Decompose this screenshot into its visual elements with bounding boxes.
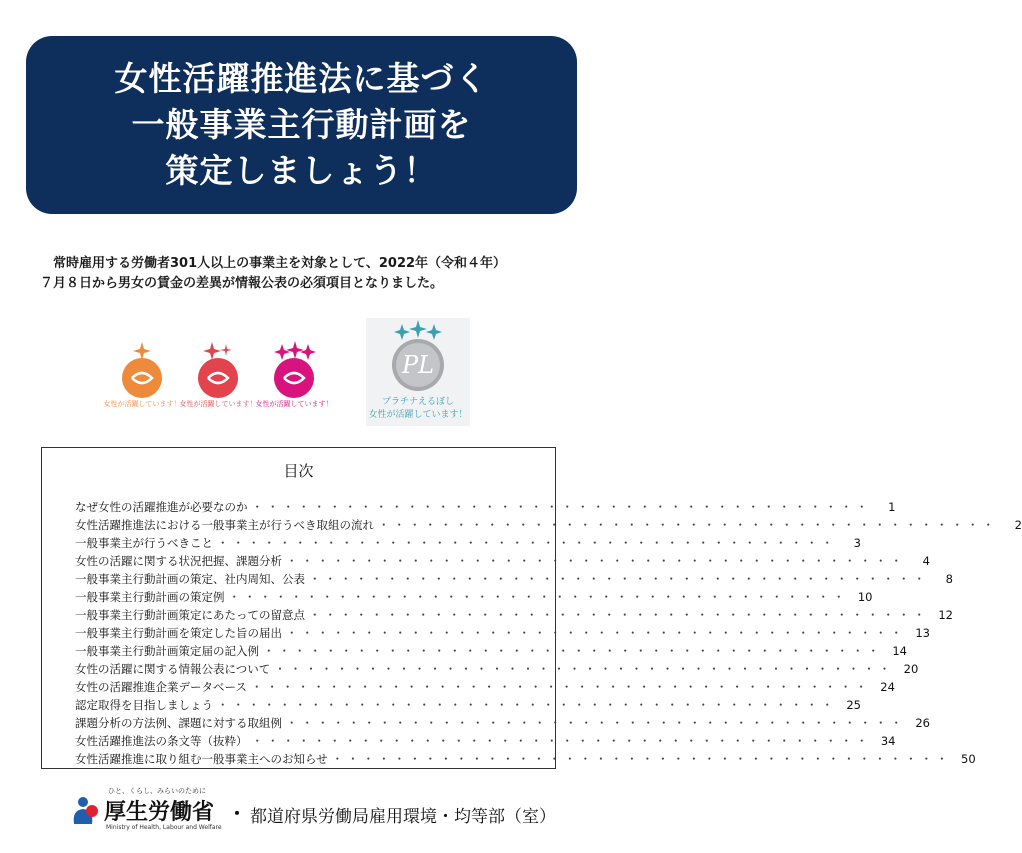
toc-item [75, 553, 930, 571]
intro-line-2: ７月８日から男女の賃金の差異が情報公表の必須項目となりました。 [40, 276, 444, 291]
toc-item [75, 679, 895, 697]
toc-leader-dots: ・・・・・・・・・・・・・・・・・・・・・・・・・・・・・・・・・・・・・・・・ [228, 590, 849, 604]
sparkle-icon [274, 341, 316, 360]
toc-item [75, 661, 919, 679]
toc-leader-dots: ・・・・・・・・・・・・・・・・・・・・・・・・・・・・・・・・・・・・・・・・ [251, 734, 872, 748]
toc-item [75, 715, 930, 733]
toc-item-page: 25 [846, 698, 861, 712]
platinum-eruboshi-badge [366, 318, 470, 426]
toc-leader-dots: ・・・・・・・・・・・・・・・・・・・・・・・・・・・・・・・・・・・・・・・・ [286, 554, 906, 568]
footer [70, 786, 570, 836]
toc-item-label: 認定取得を目指しましょう [75, 698, 213, 712]
toc-item-label: 女性活躍推進に取り組む一般事業主へのお知らせ [75, 752, 328, 766]
toc-item-label: 女性の活躍に関する情報公表について [75, 662, 271, 676]
svg-text:PL: PL [401, 351, 435, 379]
table-of-contents [41, 447, 1022, 769]
toc-item [75, 589, 873, 607]
toc-item-page: 3 [853, 536, 861, 550]
toc-leader-dots: ・・・・・・・・・・・・・・・・・・・・・・・・・・・・・・・・・・・・・・・・ [286, 626, 906, 640]
toc-heading: 目次 [283, 462, 314, 480]
toc-item-label: 一般事業主が行うべきこと [75, 536, 213, 550]
toc-item [75, 607, 953, 625]
toc-leader-dots: ・・・・・・・・・・・・・・・・・・・・・・・・・・・・・・・・・・・・・・・・ [331, 752, 952, 766]
department-name: 都道府県労働局雇用環境・均等部（室） [250, 807, 556, 827]
toc-item-page: 12 [938, 608, 953, 622]
toc-item-label: 一般事業主行動計画策定にあたっての留意点 [75, 608, 305, 622]
toc-item-page: 50 [961, 752, 976, 766]
badge-label: 女性が活躍しています！ [255, 400, 333, 408]
toc-item-page: 34 [880, 734, 896, 748]
ministry-tagline: ひと、くらし、みらいのために [108, 787, 206, 795]
toc-item-page: 4 [922, 554, 930, 568]
sparkle-icon [133, 342, 151, 360]
toc-leader-dots: ・・・・・・・・・・・・・・・・・・・・・・・・・・・・・・・・・・・・・・・・ [263, 644, 883, 658]
badge-label: 女性が活躍しています！ [179, 400, 257, 408]
toc-item [75, 733, 896, 751]
toc-item [75, 499, 896, 517]
title-banner [26, 36, 577, 214]
toc-item-label: 課題分析の方法例、課題に対する取組例 [75, 716, 282, 730]
toc-item [75, 751, 976, 769]
toc-item-label: 女性活躍推進法における一般事業主が行うべき取組の流れ [75, 518, 374, 532]
toc-leader-dots: ・・・・・・・・・・・・・・・・・・・・・・・・・・・・・・・・・・・・・・・・ [217, 536, 837, 550]
eruboshi-badge-2 [179, 340, 257, 410]
toc-item-label: 女性の活躍に関する状況把握、課題分析 [75, 554, 282, 568]
toc-item [75, 625, 930, 643]
sparkle-icon [203, 342, 232, 360]
toc-item-page: 10 [857, 590, 873, 604]
title-line-2: 一般事業主行動計画を [131, 105, 472, 144]
toc-item [75, 697, 861, 715]
toc-leader-dots: ・・・・・・・・・・・・・・・・・・・・・・・・・・・・・・・・・・・・・・・・ [378, 518, 998, 532]
ministry-name-en: Ministry of Health, Labour and Welfare [106, 824, 222, 831]
toc-leader-dots: ・・・・・・・・・・・・・・・・・・・・・・・・・・・・・・・・・・・・・・・・ [250, 680, 871, 694]
toc-item [75, 571, 953, 589]
toc-leader-dots: ・・・・・・・・・・・・・・・・・・・・・・・・・・・・・・・・・・・・・・・・ [274, 662, 895, 676]
toc-item-page: 14 [892, 644, 907, 658]
toc-item-label: 女性の活躍推進企業データベース [75, 680, 247, 694]
toc-item [75, 517, 1022, 535]
toc-item-page: 1 [888, 500, 896, 514]
footer-separator: ・ [228, 804, 246, 825]
platinum-label-top: プラチナえるぼし [381, 397, 455, 407]
toc-list [75, 499, 1022, 769]
badge-circle [122, 358, 162, 398]
ministry-name: 厚生労働省 [104, 800, 215, 825]
badge-label: 女性が活躍しています！ [103, 400, 181, 408]
toc-item [75, 535, 861, 553]
title-line-1: 女性活躍推進法に基づく [114, 59, 489, 98]
toc-item-label: 一般事業主行動計画の策定、社内周知、公表 [75, 572, 305, 586]
toc-item-label: 一般事業主行動計画の策定例 [75, 590, 225, 604]
eruboshi-badge-3 [255, 340, 333, 410]
toc-leader-dots: ・・・・・・・・・・・・・・・・・・・・・・・・・・・・・・・・・・・・・・・・ [309, 572, 929, 586]
toc-item-page: 2 [1014, 518, 1022, 532]
toc-item-page: 24 [880, 680, 895, 694]
toc-item-page: 13 [915, 626, 930, 640]
toc-leader-dots: ・・・・・・・・・・・・・・・・・・・・・・・・・・・・・・・・・・・・・・・・ [309, 608, 929, 622]
intro-paragraph [40, 254, 560, 294]
toc-item-label: なぜ女性の活躍推進が必要なのか [75, 500, 248, 514]
toc-item-label: 一般事業主行動計画策定届の記入例 [75, 644, 259, 658]
toc-leader-dots: ・・・・・・・・・・・・・・・・・・・・・・・・・・・・・・・・・・・・・・・・ [251, 500, 872, 514]
toc-item-label: 一般事業主行動計画を策定した旨の届出 [75, 626, 282, 640]
toc-item-label: 女性活躍推進法の条文等（抜粋） [75, 734, 248, 748]
toc-item-page: 20 [903, 662, 919, 676]
title-line-3: 策定しましょう！ [165, 151, 438, 190]
toc-item-page: 8 [945, 572, 953, 586]
toc-item [75, 643, 907, 661]
badge-circle [274, 358, 314, 398]
mhlw-logo-icon [70, 794, 100, 828]
toc-item-page: 26 [915, 716, 930, 730]
toc-leader-dots: ・・・・・・・・・・・・・・・・・・・・・・・・・・・・・・・・・・・・・・・・ [286, 716, 906, 730]
badge-circle [198, 358, 238, 398]
platinum-label-bottom: 女性が活躍しています！ [368, 410, 468, 420]
toc-leader-dots: ・・・・・・・・・・・・・・・・・・・・・・・・・・・・・・・・・・・・・・・・ [217, 698, 837, 712]
intro-line-1: 常時雇用する労働者301人以上の事業主を対象として、2022年（令和４年） [53, 256, 507, 271]
eruboshi-badge-1 [103, 340, 181, 410]
